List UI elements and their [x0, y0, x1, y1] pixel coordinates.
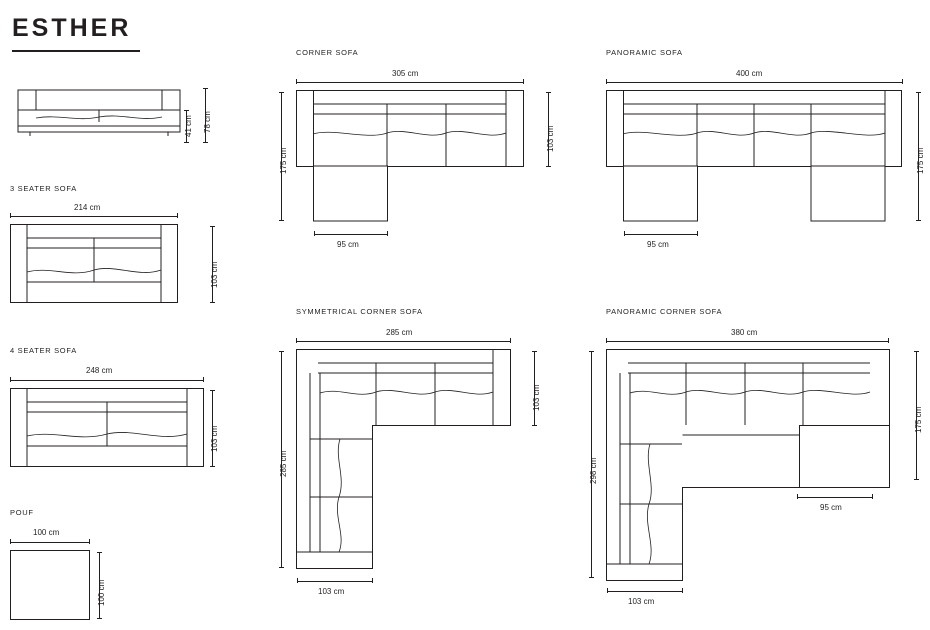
- tick-pouf-width-left: [10, 539, 11, 544]
- tick-panoramic-corner-chaise-right: [872, 494, 873, 499]
- dimline-corner-chaise-width: [314, 234, 388, 235]
- label-3-seater-sofa: 3 SEATER SOFA: [10, 184, 77, 193]
- tick-panoramic-width-right: [902, 79, 903, 84]
- dimline-pouf-width: [10, 542, 90, 543]
- dim-panoramic-corner-arm-width: 103 cm: [628, 597, 655, 606]
- tick-corner-depth-bottom: [279, 220, 284, 221]
- tick-panoramic-chaise-right: [697, 231, 698, 236]
- figure-pouf: [10, 550, 90, 620]
- dim-panoramic-width: 400 cm: [736, 69, 763, 78]
- dimline-panoramic-width: [606, 82, 903, 83]
- tick-panoramic-depth-bottom: [916, 220, 921, 221]
- dim-corner-module-depth: 103 cm: [546, 125, 555, 152]
- tick-panoramic-corner-chaise-left: [797, 494, 798, 499]
- tick-panoramic-width-left: [606, 79, 607, 84]
- dim-pouf-depth: 100 cm: [97, 579, 106, 606]
- tick-2seater-78-bottom: [203, 142, 208, 143]
- tick-panoramic-corner-depth-top: [589, 351, 594, 352]
- tick-panoramic-corner-depth-bottom: [589, 577, 594, 578]
- tick-corner-module-top: [546, 92, 551, 93]
- tick-pouf-depth-top: [97, 552, 102, 553]
- tick-symmetrical-depth-bottom: [279, 567, 284, 568]
- tick-3seater-width-right: [177, 213, 178, 218]
- dimline-3seater-width: [10, 216, 178, 217]
- tick-symmetrical-width-left: [296, 338, 297, 343]
- label-panoramic-corner-sofa: PANORAMIC CORNER SOFA: [606, 307, 723, 316]
- brand-underline: [12, 50, 140, 52]
- tick-4seater-width-right: [203, 377, 204, 382]
- tick-3seater-depth-top: [210, 226, 215, 227]
- tick-corner-width-left: [296, 79, 297, 84]
- tick-panoramic-corner-module-bottom: [914, 479, 919, 480]
- dim-4seater-width: 248 cm: [86, 366, 113, 375]
- tick-symmetrical-arm-width-right: [372, 578, 373, 583]
- figure-panoramic-corner-sofa: [606, 349, 892, 579]
- tick-symmetrical-arm-bottom: [532, 425, 537, 426]
- tick-3seater-width-left: [10, 213, 11, 218]
- dim-corner-chaise-width: 95 cm: [337, 240, 359, 249]
- label-4-seater-sofa: 4 SEATER SOFA: [10, 346, 77, 355]
- tick-2seater-41-top: [184, 110, 189, 111]
- dimline-4seater-width: [10, 380, 204, 381]
- dimline-panoramic-chaise-width: [624, 234, 698, 235]
- figure-symmetrical-corner-sofa: [296, 349, 514, 569]
- tick-symmetrical-depth-top: [279, 351, 284, 352]
- tick-panoramic-corner-width-left: [606, 338, 607, 343]
- tick-panoramic-corner-arm-left: [607, 588, 608, 593]
- brand-title: ESTHER: [12, 14, 132, 42]
- dim-symmetrical-depth: 285 cm: [279, 450, 288, 477]
- tick-panoramic-corner-width-right: [888, 338, 889, 343]
- dim-panoramic-chaise-width: 95 cm: [647, 240, 669, 249]
- dim-2seater-height: 78 cm: [203, 111, 212, 133]
- figure-2-seater-side: [10, 86, 190, 142]
- tick-pouf-depth-bottom: [97, 618, 102, 619]
- tick-corner-width-right: [523, 79, 524, 84]
- dimline-symmetrical-width: [296, 341, 511, 342]
- dimline-symmetrical-arm-width: [297, 581, 373, 582]
- dim-panoramic-depth: 175 cm: [916, 147, 925, 174]
- dimline-panoramic-corner-chaise-width: [797, 497, 873, 498]
- figure-3-seater-sofa: [10, 224, 180, 304]
- label-panoramic-sofa: PANORAMIC SOFA: [606, 48, 683, 57]
- figure-corner-sofa: [296, 90, 526, 222]
- tick-4seater-width-left: [10, 377, 11, 382]
- tick-corner-chaise-right: [387, 231, 388, 236]
- tick-symmetrical-arm-width-left: [297, 578, 298, 583]
- tick-2seater-41-bottom: [184, 142, 189, 143]
- tick-panoramic-depth-top: [916, 92, 921, 93]
- dim-symmetrical-arm-depth: 103 cm: [532, 384, 541, 411]
- tick-pouf-width-right: [89, 539, 90, 544]
- dim-pouf-width: 100 cm: [33, 528, 60, 537]
- dim-symmetrical-arm-width: 103 cm: [318, 587, 345, 596]
- tick-corner-chaise-left: [314, 231, 315, 236]
- tick-panoramic-chaise-left: [624, 231, 625, 236]
- dim-4seater-depth: 103 cm: [210, 425, 219, 452]
- dim-panoramic-corner-depth: 298 cm: [589, 457, 598, 484]
- dim-corner-depth: 175 cm: [279, 147, 288, 174]
- tick-symmetrical-width-right: [510, 338, 511, 343]
- dimline-corner-width: [296, 82, 524, 83]
- tick-4seater-depth-top: [210, 390, 215, 391]
- dim-corner-width: 305 cm: [392, 69, 419, 78]
- tick-symmetrical-arm-top: [532, 351, 537, 352]
- tick-2seater-78-top: [203, 88, 208, 89]
- figure-4-seater-sofa: [10, 388, 206, 468]
- dim-panoramic-corner-chaise-width: 95 cm: [820, 503, 842, 512]
- tick-panoramic-corner-arm-right: [682, 588, 683, 593]
- tick-panoramic-corner-module-top: [914, 351, 919, 352]
- tick-corner-module-bottom: [546, 166, 551, 167]
- label-symmetrical-corner-sofa: SYMMETRICAL CORNER SOFA: [296, 307, 423, 316]
- dim-3seater-width: 214 cm: [74, 203, 101, 212]
- dim-symmetrical-width: 285 cm: [386, 328, 413, 337]
- dim-2seater-seat-height: 41 cm: [184, 115, 193, 137]
- figure-panoramic-sofa: [606, 90, 904, 222]
- tick-corner-depth-top: [279, 92, 284, 93]
- label-corner-sofa: CORNER SOFA: [296, 48, 359, 57]
- tick-3seater-depth-bottom: [210, 302, 215, 303]
- dim-3seater-depth: 103 cm: [210, 261, 219, 288]
- dimline-panoramic-corner-width: [606, 341, 889, 342]
- label-pouf: POUF: [10, 508, 34, 517]
- tick-4seater-depth-bottom: [210, 466, 215, 467]
- dim-panoramic-corner-width: 380 cm: [731, 328, 758, 337]
- dim-panoramic-corner-module-depth: 175 cm: [914, 406, 923, 433]
- dimline-panoramic-corner-arm-width: [607, 591, 683, 592]
